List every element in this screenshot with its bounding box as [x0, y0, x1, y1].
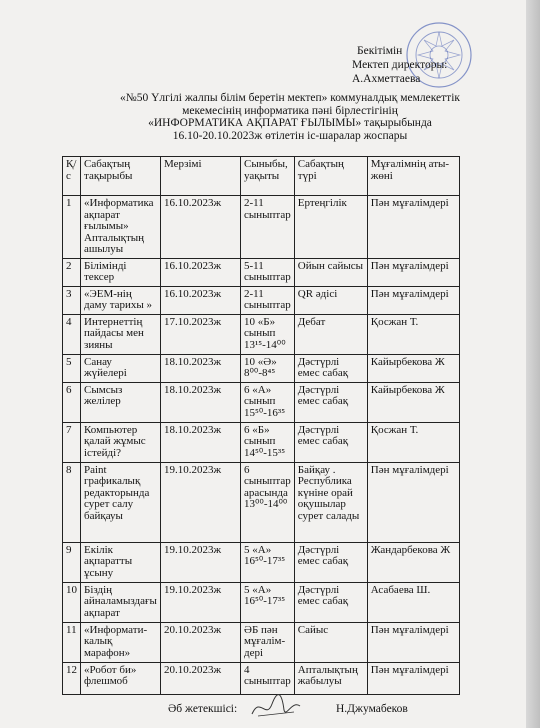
table-row — [63, 382, 460, 422]
row-date: 16.10.2023ж — [161, 196, 241, 259]
row-class: 5-11 сыныптар — [241, 258, 295, 286]
row-topic: Интернеттің пайдасы мен зияны — [81, 314, 161, 354]
row-num: 3 — [63, 286, 81, 314]
row-type: Ойын сайысы — [294, 258, 367, 286]
table-row — [63, 462, 460, 542]
row-topic: «ЭЕМ-нің даму тарихы » — [81, 286, 161, 314]
header-class: Сыныбы, уақыты — [241, 157, 295, 196]
table-row — [63, 354, 460, 382]
row-topic: Сымсыз желілер — [81, 382, 161, 422]
approval-line-2: Мектеп директоры: — [352, 59, 448, 71]
footer-name: Н.Джумабеков — [336, 703, 408, 715]
row-class: 10 «Б» сынып 13¹⁵-14⁰⁰ — [241, 314, 295, 354]
table-row — [63, 314, 460, 354]
row-date: 18.10.2023ж — [161, 422, 241, 462]
document-title — [95, 92, 485, 142]
row-topic: Paint графикалық редакторында сурет салу байқауы — [81, 462, 161, 542]
row-type: Ертеңгілік — [294, 196, 367, 259]
row-type: Дәстүрлі емес сабақ — [294, 422, 367, 462]
row-topic: «Робот би» флешмоб — [81, 662, 161, 694]
row-type: Сайыс — [294, 622, 367, 662]
row-date: 19.10.2023ж — [161, 462, 241, 542]
table-row — [63, 258, 460, 286]
row-num: 2 — [63, 258, 81, 286]
row-num: 10 — [63, 582, 81, 622]
row-num: 8 — [63, 462, 81, 542]
row-num: 5 — [63, 354, 81, 382]
row-teacher: Пән мұғалімдері — [367, 286, 459, 314]
row-class: 6 сыныптар арасында 13⁰⁰-14⁰⁰ — [241, 462, 295, 542]
title-line-3: «ИНФОРМАТИКА АҚПАРАТ ҒЫЛЫМЫ» тақырыбында — [148, 117, 432, 129]
page-edge — [526, 0, 540, 728]
row-num: 11 — [63, 622, 81, 662]
row-topic: Санау жүйелері — [81, 354, 161, 382]
header-date: Мерзімі — [161, 157, 241, 196]
row-date: 19.10.2023ж — [161, 542, 241, 582]
row-date: 18.10.2023ж — [161, 382, 241, 422]
row-teacher: Кайырбекова Ж — [367, 382, 459, 422]
row-class: 6 «А» сынып 15⁵⁰-16³⁵ — [241, 382, 295, 422]
row-type: Апталықтың жабылуы — [294, 662, 367, 694]
header-teacher: Мұғалімнің аты-жөні — [367, 157, 459, 196]
row-class: 6 «Б» сынып 14⁵⁰-15³⁵ — [241, 422, 295, 462]
row-topic: «Информатика ақпарат ғылымы» Апталықтың ашылуы — [81, 196, 161, 259]
row-teacher: Пән мұғалімдері — [367, 462, 459, 542]
row-type: QR әдісі — [294, 286, 367, 314]
row-type: Дәстүрлі емес сабақ — [294, 382, 367, 422]
row-num: 6 — [63, 382, 81, 422]
events-table — [62, 156, 460, 695]
row-topic: Біздің айналамыздағы ақпарат — [81, 582, 161, 622]
row-type: Дебат — [294, 314, 367, 354]
row-type: Дәстүрлі емес сабақ — [294, 582, 367, 622]
header-num: Қ/с — [63, 157, 81, 196]
table-row — [63, 286, 460, 314]
signature-icon — [248, 690, 304, 722]
row-topic: «Информати-калық марафон» — [81, 622, 161, 662]
row-class: ӘБ пән мұғалім-дері — [241, 622, 295, 662]
row-teacher: Жандарбекова Ж — [367, 542, 459, 582]
header-topic: Сабақтың тақырыбы — [81, 157, 161, 196]
row-class: 10 «Ә» 8⁰⁰-8⁴⁵ — [241, 354, 295, 382]
row-class: 5 «А» 16⁵⁰-17³⁵ — [241, 582, 295, 622]
row-type: Дәстүрлі емес сабақ — [294, 542, 367, 582]
table-row — [63, 196, 460, 259]
row-teacher: Пән мұғалімдері — [367, 662, 459, 694]
row-num: 4 — [63, 314, 81, 354]
row-date: 19.10.2023ж — [161, 582, 241, 622]
row-teacher: Пән мұғалімдері — [367, 196, 459, 259]
row-date: 16.10.2023ж — [161, 258, 241, 286]
row-topic: Компьютер қалай жұмыс істейді? — [81, 422, 161, 462]
approval-line-1: Бекітімін — [357, 45, 403, 57]
footer-label: Әб жетекшісі: — [168, 703, 238, 715]
row-class: 2-11 сыныптар — [241, 286, 295, 314]
row-class: 2-11 сыныптар — [241, 196, 295, 259]
title-line-4: 16.10-20.10.2023ж өтілетін іс-шаралар жоспары — [172, 129, 408, 142]
row-num: 12 — [63, 662, 81, 694]
row-date: 17.10.2023ж — [161, 314, 241, 354]
row-date: 20.10.2023ж — [161, 662, 241, 694]
table-row — [63, 582, 460, 622]
title-line-2: мекемесінің информатика пәні бірлестігінің — [182, 104, 398, 117]
row-topic: Білімінді тексер — [81, 258, 161, 286]
table-header-row — [63, 157, 460, 196]
row-teacher: Қосжан Т. — [367, 422, 459, 462]
row-class: 5 «А» 16⁵⁰-17³⁵ — [241, 542, 295, 582]
table-row — [63, 422, 460, 462]
table-row — [63, 542, 460, 582]
row-teacher: Пән мұғалімдері — [367, 258, 459, 286]
row-num: 9 — [63, 542, 81, 582]
row-num: 7 — [63, 422, 81, 462]
approval-line-3: А.Ахметтаева — [352, 73, 421, 85]
row-class: 4 сыныптар — [241, 662, 295, 694]
row-num: 1 — [63, 196, 81, 259]
row-type: Байқау . Республика күніне орай оқушылар сурет салады — [294, 462, 367, 542]
header-type: Сабақтың түрі — [294, 157, 367, 196]
row-type: Дәстүрлі емес сабақ — [294, 354, 367, 382]
row-teacher: Кайырбекова Ж — [367, 354, 459, 382]
row-date: 16.10.2023ж — [161, 286, 241, 314]
table-row — [63, 622, 460, 662]
row-date: 20.10.2023ж — [161, 622, 241, 662]
row-date: 18.10.2023ж — [161, 354, 241, 382]
row-teacher: Асабаева Ш. — [367, 582, 459, 622]
title-line-1: «№50 Үлгілі жалпы білім беретін мектеп» коммуналдық мемлекеттік — [120, 92, 460, 104]
row-topic: Екілік ақпаратты ұсыну — [81, 542, 161, 582]
approval-block — [352, 44, 447, 86]
row-teacher: Пән мұғалімдері — [367, 622, 459, 662]
row-teacher: Қосжан Т. — [367, 314, 459, 354]
